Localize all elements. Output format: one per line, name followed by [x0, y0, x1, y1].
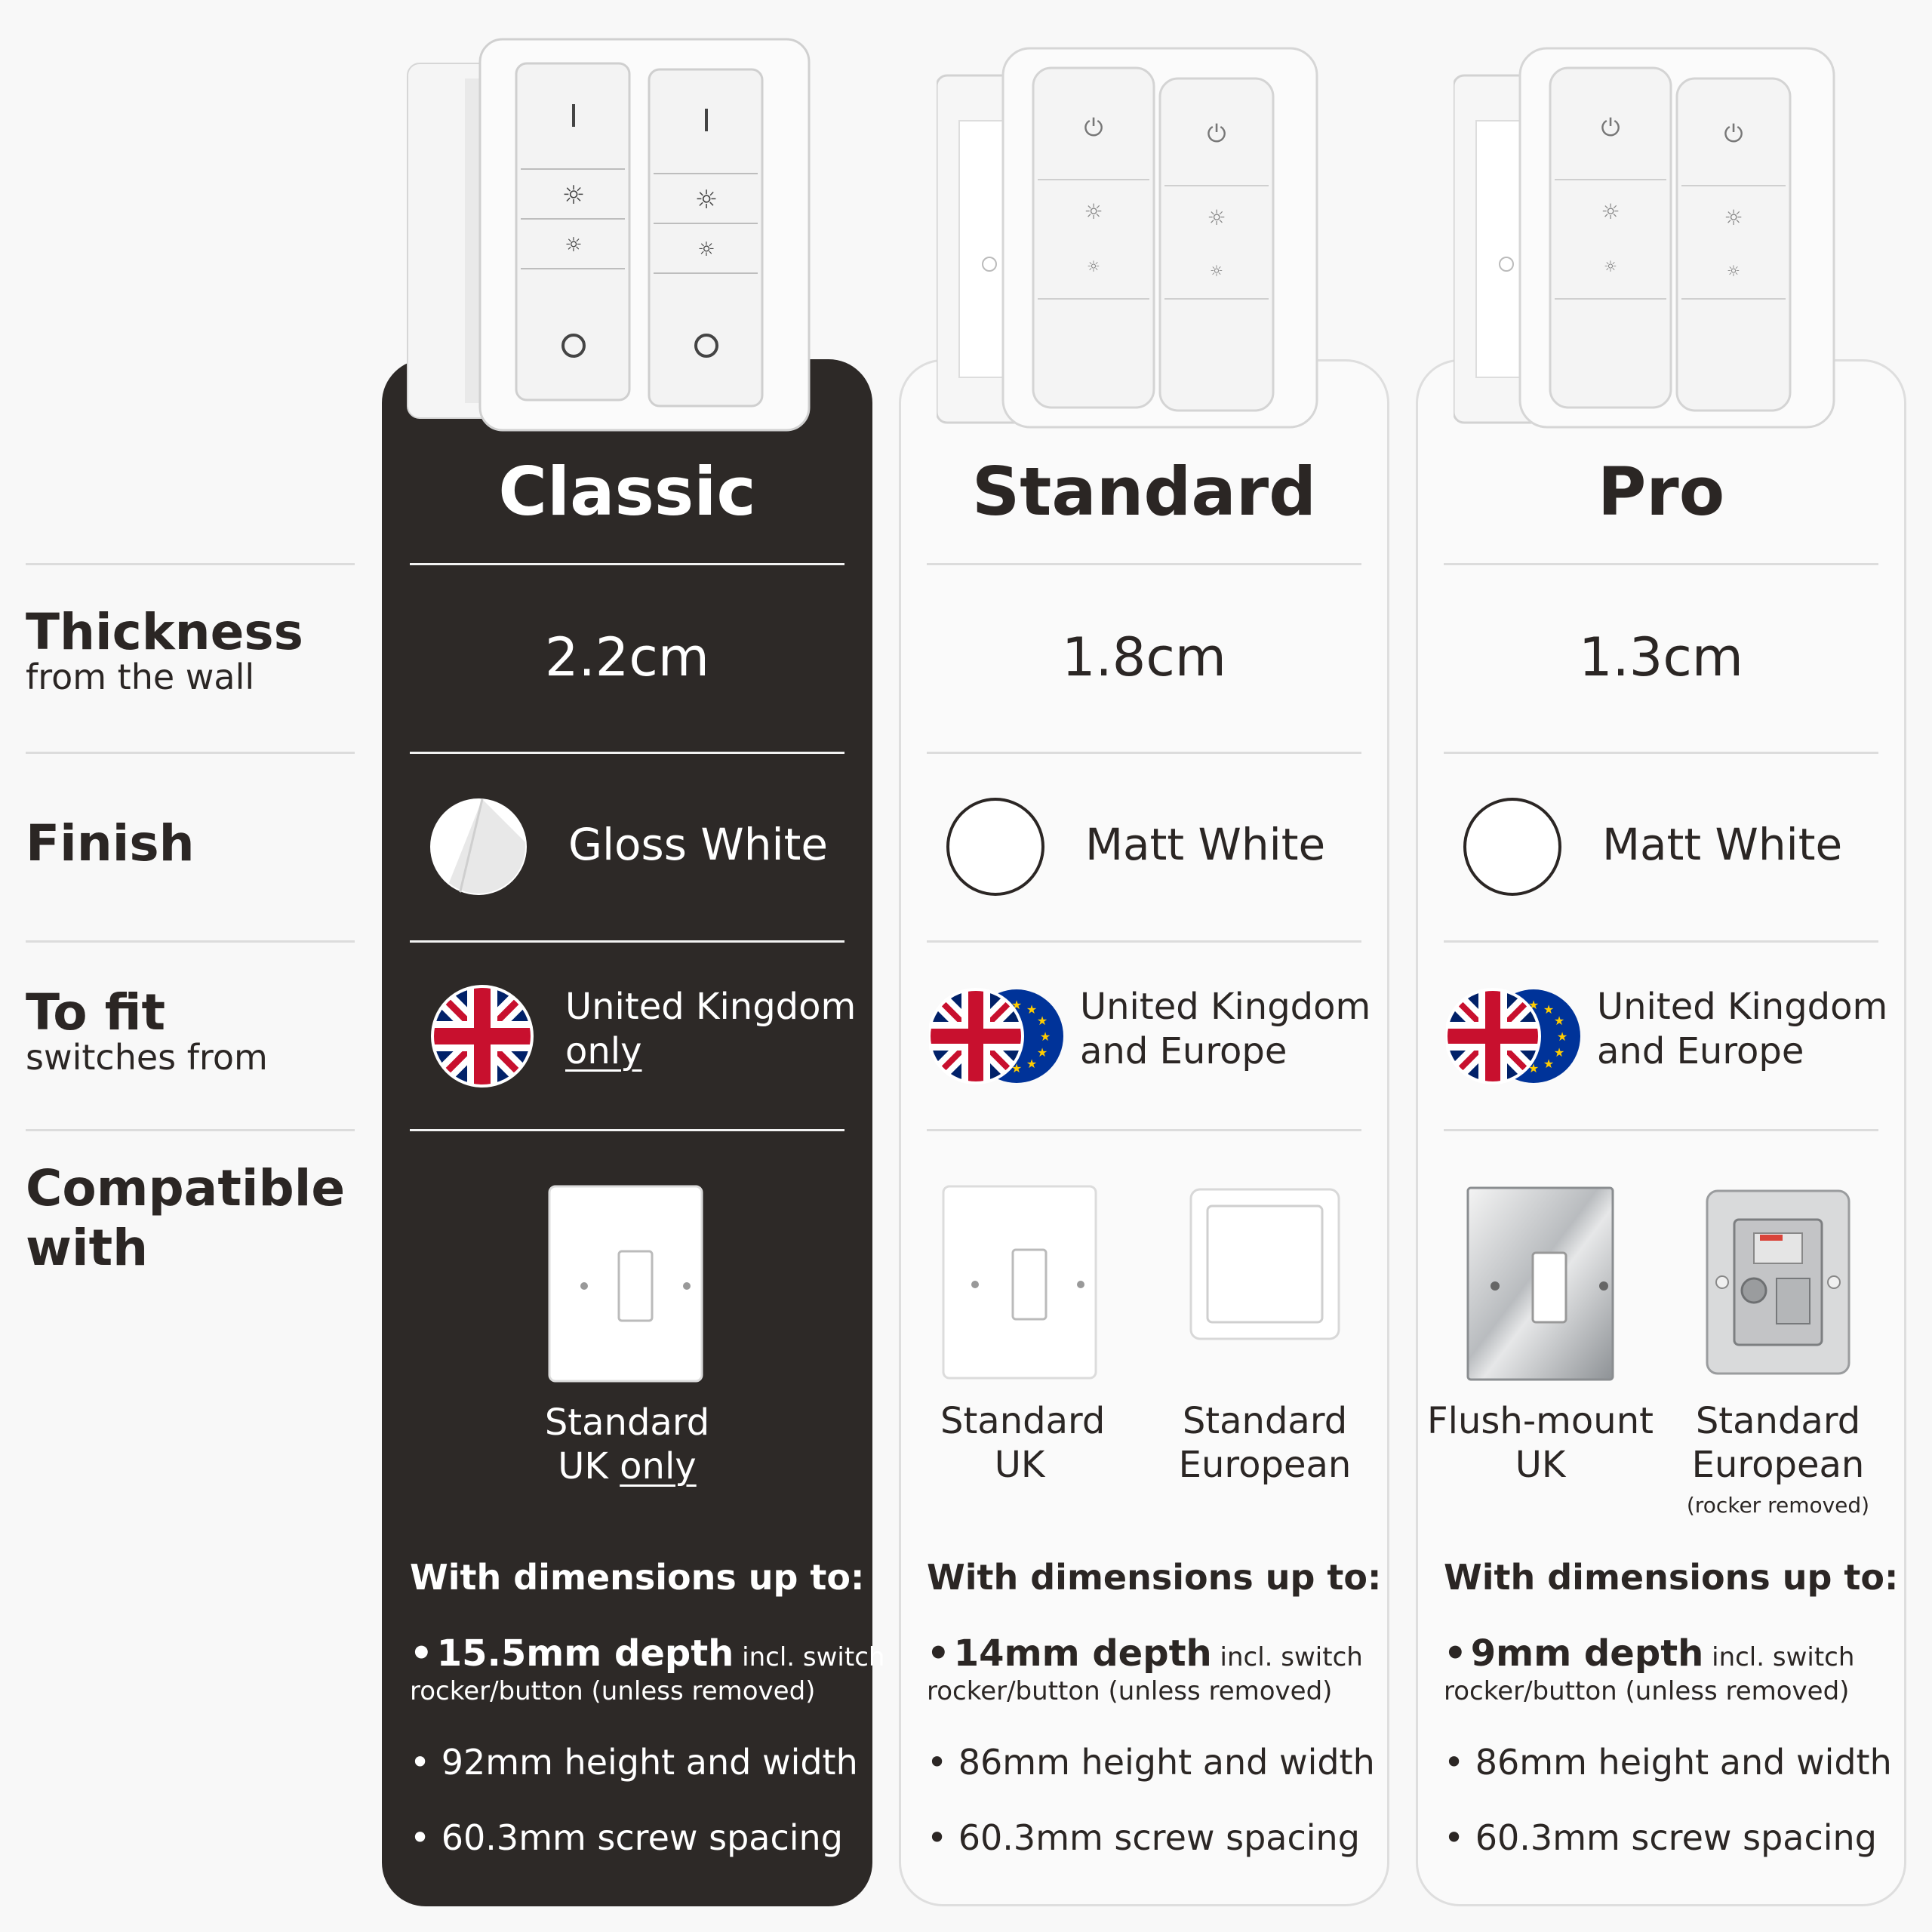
screw-bullet [410, 1817, 843, 1858]
dims-heading: With dimensions up to: [1444, 1557, 1899, 1598]
uk-switch-image [940, 1183, 1099, 1381]
svg-text:★: ★ [1011, 998, 1023, 1012]
finish-value: Matt White [1602, 819, 1843, 870]
finish-value: Gloss White [568, 819, 829, 870]
brightness-down-icon: ☼ [1087, 257, 1100, 275]
row-label-fit [26, 983, 268, 1078]
divider [410, 752, 844, 754]
switch-caption-line1: Standard [1695, 1400, 1861, 1442]
fit-value [1080, 985, 1371, 1073]
depth-note: incl. switch [734, 1642, 885, 1672]
column-standard [899, 0, 1389, 1932]
divider [26, 752, 355, 754]
switch-caption [1416, 1400, 1665, 1487]
finish-value: Matt White [1085, 819, 1326, 870]
switch-caption-line2: European [1178, 1443, 1352, 1486]
divider [26, 563, 355, 565]
switch-note: (rocker removed) [1686, 1493, 1870, 1518]
fit-line2: and Europe [1080, 1029, 1287, 1072]
european-switch-mechanism-image [1704, 1188, 1852, 1377]
svg-text:★: ★ [1011, 1061, 1023, 1075]
flush-mount-switch-image [1465, 1185, 1616, 1383]
svg-text:★: ★ [1026, 1057, 1038, 1071]
power-icon: ⏻ [1084, 113, 1103, 142]
svg-text:★: ★ [1036, 1014, 1048, 1028]
divider [1444, 563, 1878, 565]
fit-line2: and Europe [1597, 1029, 1804, 1072]
size-bullet [410, 1742, 858, 1783]
thickness-value: 2.2cm [545, 626, 709, 688]
svg-text:★: ★ [1556, 1029, 1568, 1044]
divider [26, 1129, 355, 1131]
depth-note-cont: rocker/button (unless removed) [1444, 1676, 1850, 1706]
brightness-up-icon: ☼ [694, 185, 718, 215]
row-label-compatible [26, 1159, 346, 1278]
bullet: • [410, 1817, 431, 1858]
bullet: • [1444, 1817, 1465, 1858]
classic-dimmer-image [405, 30, 842, 438]
fit-value [565, 985, 856, 1073]
depth-value: 15.5mm depth [436, 1632, 734, 1675]
divider [410, 563, 844, 565]
fit-line1: United Kingdom [1597, 986, 1888, 1028]
svg-text:★: ★ [1553, 1045, 1565, 1060]
column-classic [382, 0, 885, 1932]
fit-value [1597, 985, 1887, 1073]
switch-caption-line1: Standard [544, 1401, 710, 1444]
switch-caption-line2: European [1691, 1443, 1865, 1486]
standard-dimmer-image [937, 30, 1374, 438]
screw-bullet [1444, 1817, 1877, 1858]
column-title: Standard [971, 453, 1317, 531]
divider [1444, 1129, 1878, 1131]
power-icon: ⏻ [1601, 113, 1620, 142]
brightness-up-icon: ☼ [1084, 199, 1103, 224]
matt-white-swatch [1463, 798, 1561, 896]
divider [410, 940, 844, 943]
switch-caption [1684, 1400, 1872, 1487]
gloss-white-swatch [429, 798, 528, 896]
dims-heading: With dimensions up to: [410, 1557, 865, 1598]
divider [927, 752, 1361, 754]
row-label-finish [26, 814, 195, 872]
divider [1444, 752, 1878, 754]
svg-text:★: ★ [1039, 1029, 1051, 1044]
depth-note: incl. switch [1211, 1642, 1363, 1672]
brightness-up-icon: ☼ [1601, 199, 1620, 224]
bullet: • [1444, 1742, 1465, 1783]
brightness-up-icon: ☼ [561, 180, 586, 211]
switch-caption-line1: Standard [1182, 1400, 1348, 1442]
thickness-value: 1.3cm [1579, 626, 1743, 688]
depth-note-cont: rocker/button (unless removed) [927, 1676, 1333, 1706]
svg-text:★: ★ [1527, 998, 1540, 1012]
fit-label: To fit [26, 983, 166, 1041]
fit-line2: only [565, 1029, 642, 1072]
svg-text:★: ★ [1543, 1057, 1555, 1071]
bullet: • [410, 1742, 431, 1783]
thickness-sublabel: from the wall [26, 657, 255, 698]
uk-eu-flag-icon [929, 983, 1072, 1089]
european-switch-image [1188, 1186, 1342, 1342]
uk-flag-icon [429, 983, 573, 1089]
uk-switch-image [546, 1183, 705, 1386]
divider [927, 563, 1361, 565]
size-value: 86mm height and width [958, 1742, 1375, 1783]
row-label-thickness [26, 603, 303, 698]
brightness-down-icon: ☼ [1727, 262, 1740, 280]
fit-sublabel: switches from [26, 1037, 268, 1078]
svg-text:★: ★ [1553, 1014, 1565, 1028]
divider [1444, 940, 1878, 943]
svg-text:★: ★ [1036, 1045, 1048, 1060]
brightness-up-icon: ☼ [1724, 205, 1743, 230]
divider [410, 1129, 844, 1131]
screw-bullet [927, 1817, 1360, 1858]
power-icon: ⏻ [1207, 119, 1226, 148]
bullet: • [1444, 1632, 1467, 1675]
fit-line1: United Kingdom [565, 986, 857, 1028]
depth-note-cont: rocker/button (unless removed) [410, 1676, 816, 1706]
brightness-up-icon: ☼ [1207, 205, 1226, 230]
compatible-label-line2: with [26, 1219, 149, 1278]
svg-text:★: ★ [1527, 1061, 1540, 1075]
finish-label: Finish [26, 814, 195, 872]
thickness-label: Thickness [26, 603, 303, 661]
depth-note: incl. switch [1703, 1642, 1855, 1672]
switch-caption-line2: UK [558, 1444, 620, 1487]
column-title: Classic [498, 453, 756, 531]
brightness-down-icon: ☼ [697, 238, 715, 261]
matt-white-swatch [946, 798, 1044, 896]
column-pro [1416, 0, 1906, 1932]
dims-heading: With dimensions up to: [927, 1557, 1382, 1598]
power-icon: ⏻ [1724, 119, 1743, 148]
size-value: 86mm height and width [1475, 1742, 1892, 1783]
size-bullet [1444, 1742, 1892, 1783]
switch-caption-line1: Standard [940, 1400, 1106, 1442]
switch-caption-only: only [620, 1444, 697, 1487]
switch-caption [940, 1400, 1106, 1487]
bullet: • [927, 1817, 948, 1858]
divider [927, 940, 1361, 943]
size-bullet [927, 1742, 1375, 1783]
column-title: Pro [1597, 453, 1725, 531]
brightness-down-icon: ☼ [1210, 262, 1223, 280]
depth-value: 9mm depth [1470, 1632, 1704, 1675]
brightness-down-icon: ☼ [565, 234, 583, 257]
screw-value: 60.3mm screw spacing [441, 1817, 843, 1858]
svg-text:★: ★ [1543, 1002, 1555, 1017]
depth-bullet [927, 1632, 1363, 1706]
pro-dimmer-image [1454, 30, 1891, 438]
svg-text:★: ★ [1026, 1002, 1038, 1017]
switch-caption [382, 1401, 872, 1488]
switch-caption-line1: Flush-mount [1427, 1400, 1654, 1442]
size-value: 92mm height and width [441, 1742, 858, 1783]
bullet: • [927, 1742, 948, 1783]
depth-value: 14mm depth [953, 1632, 1212, 1675]
fit-line1: United Kingdom [1080, 986, 1371, 1028]
divider [26, 940, 355, 943]
compatible-label-line1: Compatible [26, 1159, 346, 1217]
switch-caption [1174, 1400, 1355, 1487]
divider [927, 1129, 1361, 1131]
switch-caption-line2: UK [1515, 1443, 1566, 1486]
depth-bullet [410, 1632, 884, 1706]
bullet: • [927, 1632, 950, 1675]
screw-value: 60.3mm screw spacing [1475, 1817, 1877, 1858]
depth-bullet [1444, 1632, 1854, 1706]
thickness-value: 1.8cm [1062, 626, 1226, 688]
switch-caption-line2: UK [994, 1443, 1045, 1486]
brightness-down-icon: ☼ [1604, 257, 1617, 275]
uk-eu-flag-icon [1446, 983, 1589, 1089]
screw-value: 60.3mm screw spacing [958, 1817, 1360, 1858]
bullet: • [410, 1632, 433, 1675]
